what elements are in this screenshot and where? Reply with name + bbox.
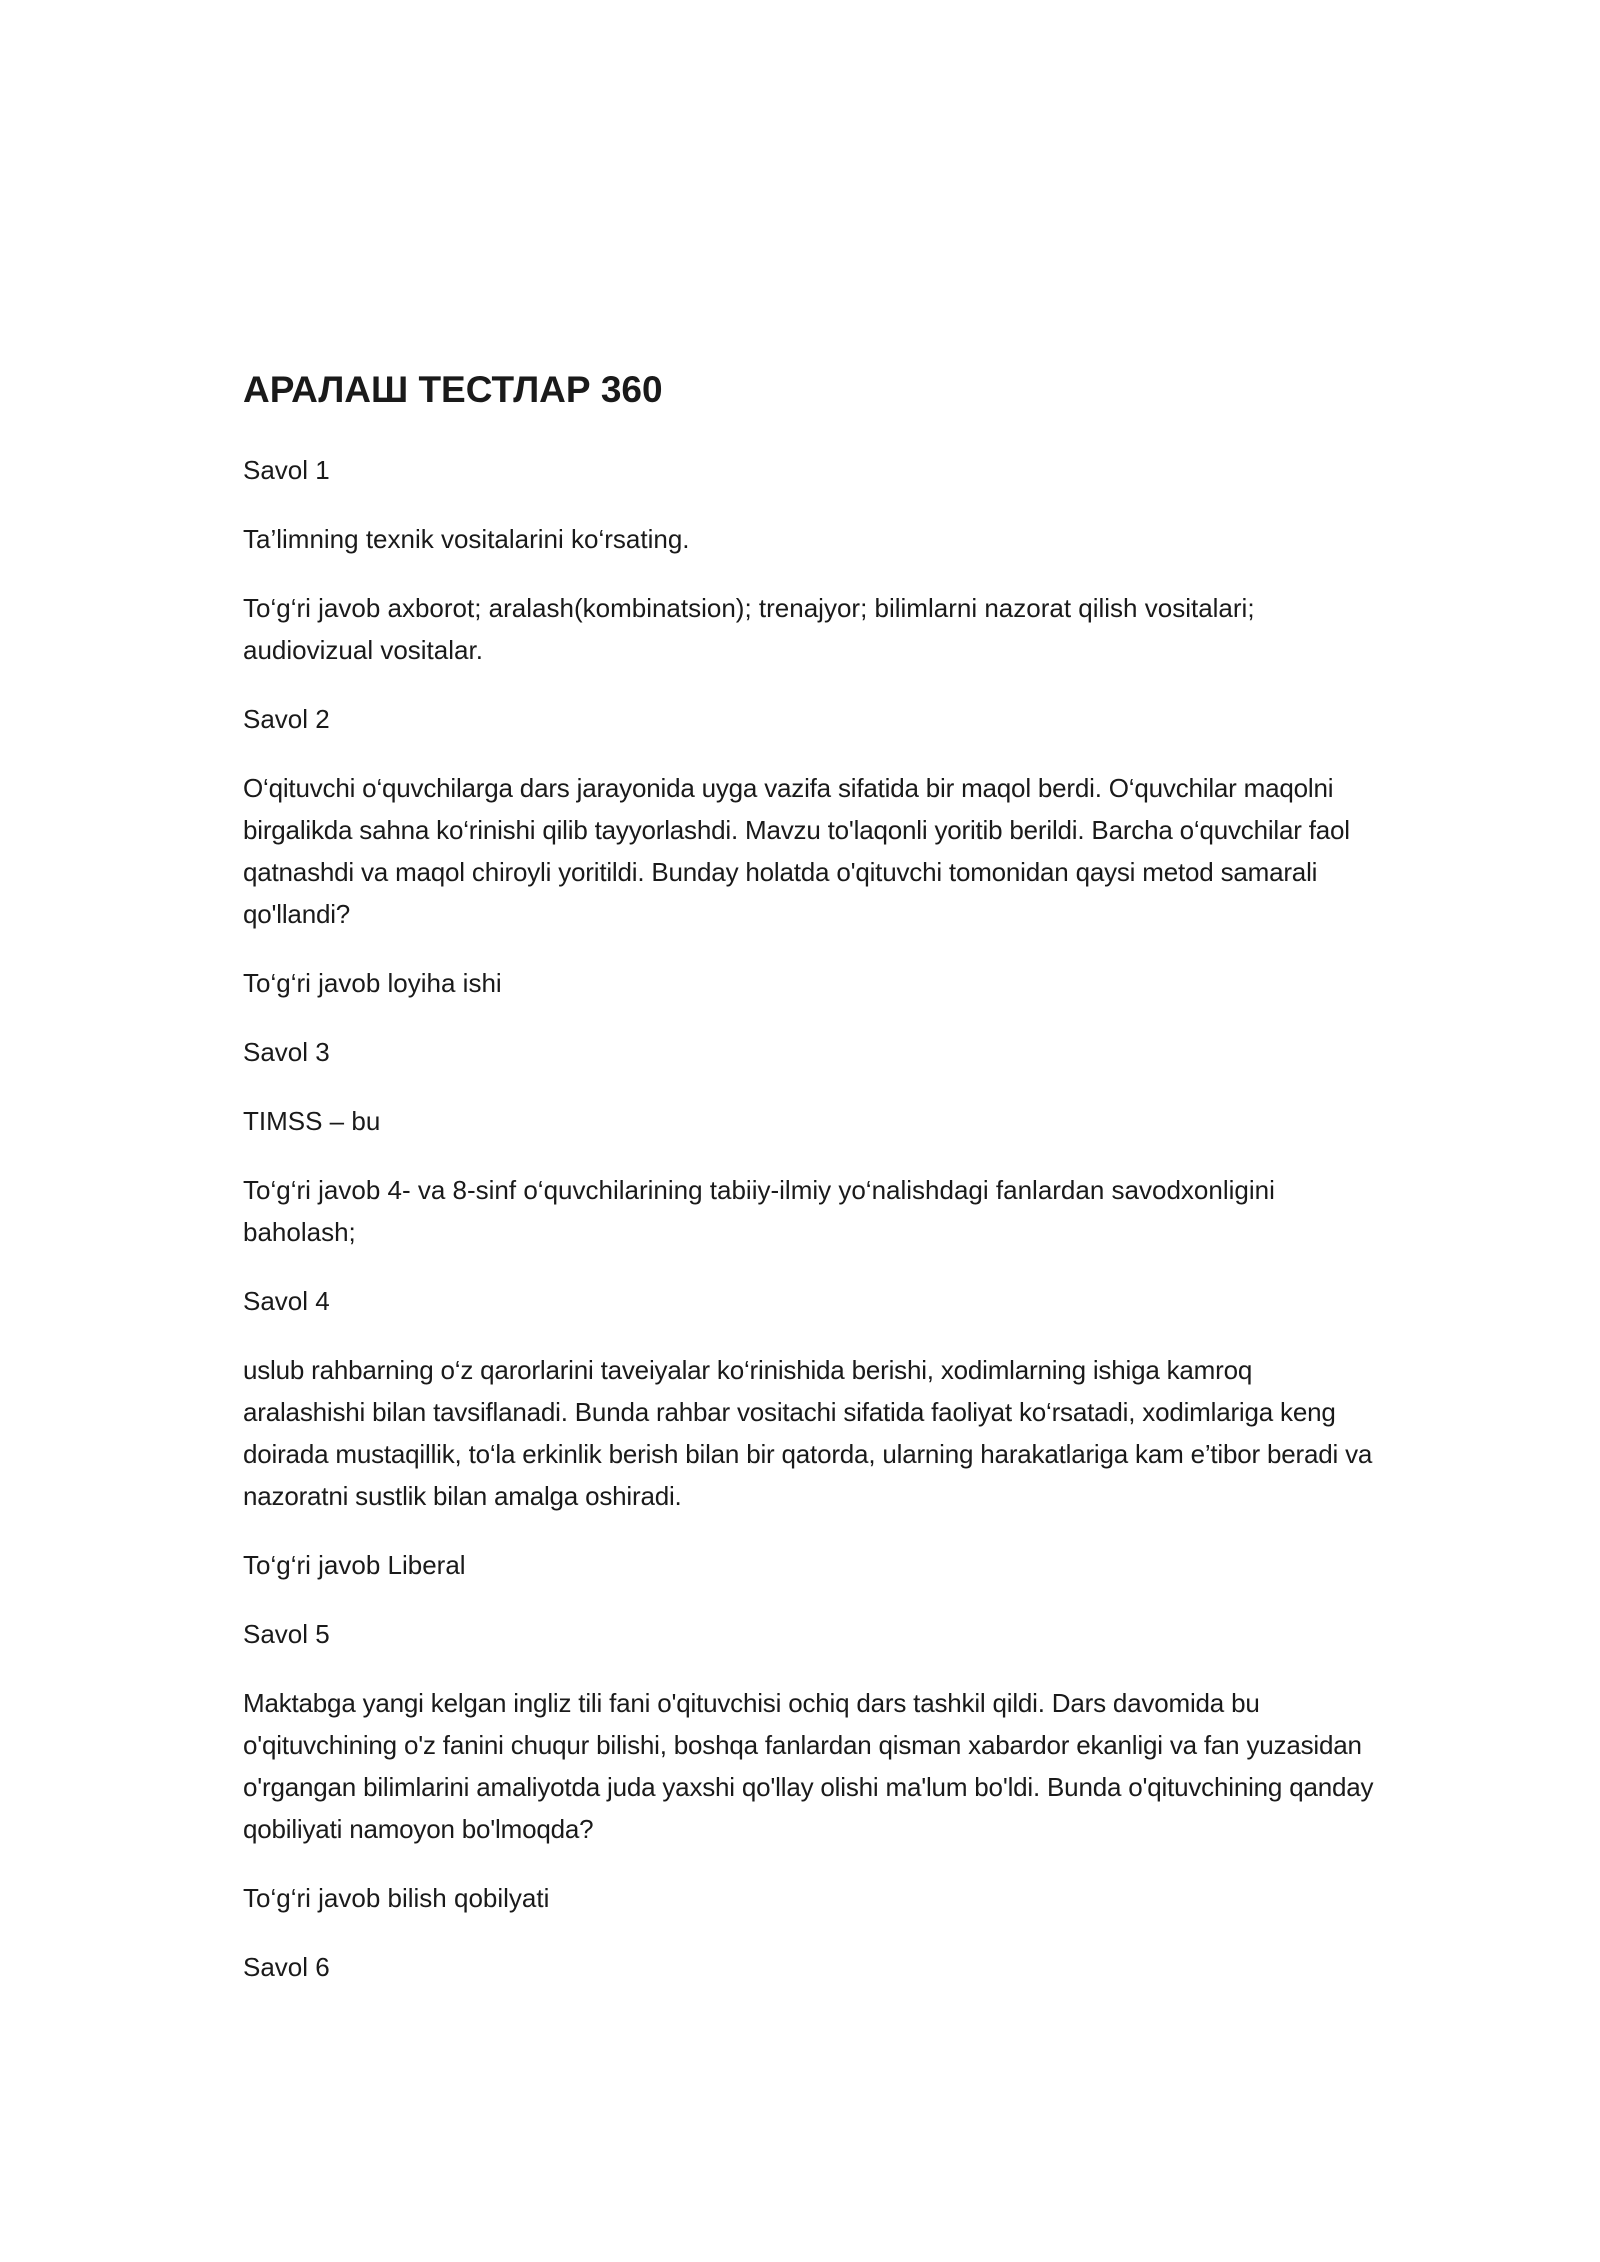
document-title: АРАЛАШ ТЕСТЛАР 360 — [243, 369, 663, 410]
question-heading-3: Savol 3 — [243, 1037, 330, 1067]
answer-text-4: To‘g‘ri javob Liberal — [243, 1550, 466, 1580]
question-text-4: uslub rahbarning o‘z qarorlarini taveiyalar ko‘rinishida berishi, xodimlarning ishiga kamroq aralashishi bilan tavsiflanadi. Bunda rahbar vositachi sifatida faoliyat ko‘rsatadi, xodimlariga keng doirada mustaqillik, to‘la erkinlik berish bilan bir qatorda, ularning harakatlariga kam e’tibor beradi va nazoratni sustlik bilan amalga oshiradi. — [243, 1355, 1373, 1511]
answer-text-1: To‘g‘ri javob axborot; aralash(kombinatsion); trenajyor; bilimlarni nazorat qilish vositalari; audiovizual vositalar. — [243, 593, 1255, 665]
answer-text-3: To‘g‘ri javob 4- va 8-sinf o‘quvchilarining tabiiy-ilmiy yo‘nalishdagi fanlardan savodxonligini baholash; — [243, 1175, 1275, 1247]
question-text-2: O‘qituvchi o‘quvchilarga dars jarayonida uyga vazifa sifatida bir maqol berdi. O‘quvchilar maqolni birgalikda sahna ko‘rinishi qilib tayyorlashdi. Mavzu to'laqonli yoritib berildi. Barcha o‘quvchilar faol qatnashdi va maqol chiroyli yoritildi. Bunday holatda o'qituvchi tomonidan qaysi metod samarali qo'llandi? — [243, 773, 1350, 929]
answer-text-2: To‘g‘ri javob loyiha ishi — [243, 968, 502, 998]
document-page — [243, 365, 1378, 2015]
question-text-5: Maktabga yangi kelgan ingliz tili fani o'qituvchisi ochiq dars tashkil qildi. Dars davomida bu o'qituvchining o'z fanini chuqur bilishi, boshqa fanlardan qisman xabardor ekanligi va fan yuzasidan o'rgangan bilimlarini amaliyotda juda yaxshi qo'llay olishi ma'lum bo'ldi. Bunda o'qituvchining qanday qobiliyati namoyon bo'lmoqda? — [243, 1688, 1374, 1844]
question-heading-1: Savol 1 — [243, 455, 330, 485]
question-heading-4: Savol 4 — [243, 1286, 330, 1316]
question-heading-2: Savol 2 — [243, 704, 330, 734]
answer-text-5: To‘g‘ri javob bilish qobilyati — [243, 1883, 550, 1913]
question-text-3: TIMSS – bu — [243, 1106, 381, 1136]
question-text-1: Ta’limning texnik vositalarini ko‘rsating. — [243, 524, 690, 554]
question-heading-6: Savol 6 — [243, 1952, 330, 1982]
question-heading-5: Savol 5 — [243, 1619, 330, 1649]
